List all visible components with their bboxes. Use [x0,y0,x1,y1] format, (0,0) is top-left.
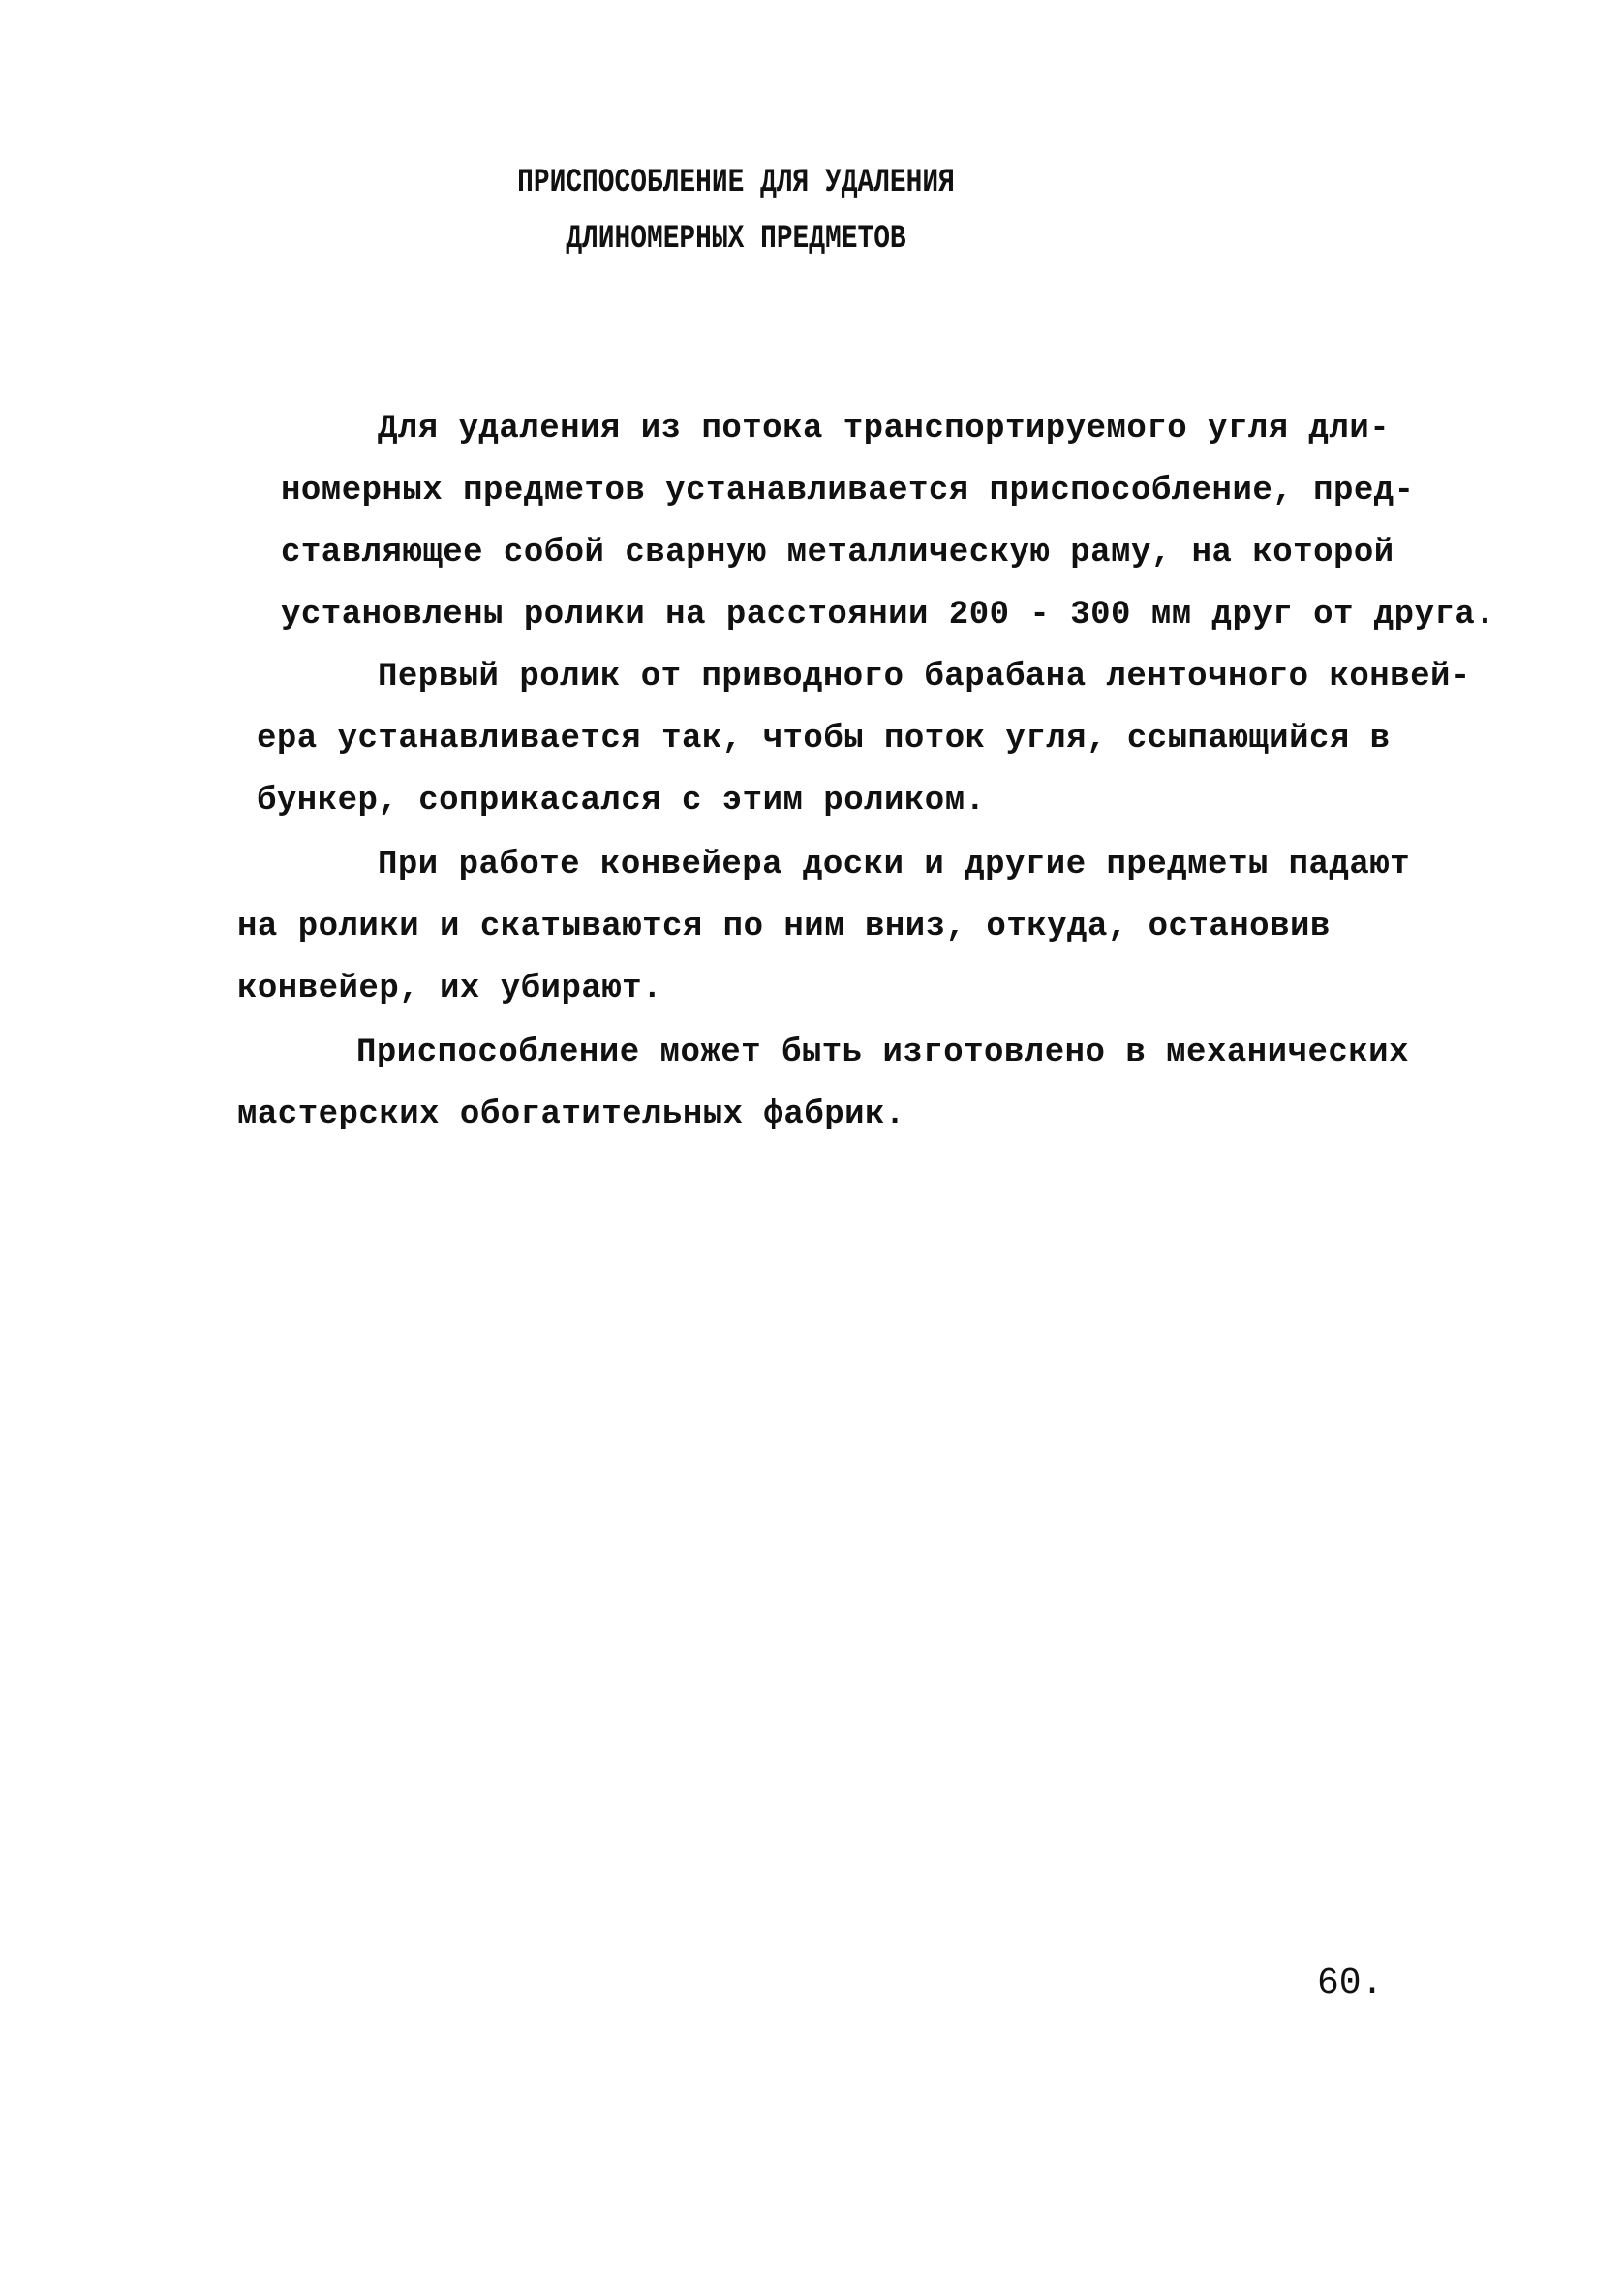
paragraph-1-line-3: ставляющее собой сварную металлическую раму, на которой [281,535,1394,572]
paragraph-2-line-1: Первый ролик от приводного барабана ленточного конвей- [378,659,1471,696]
paragraph-3-line-2: на ролики и скатываются по ним вниз, откуда, остановив [237,909,1331,945]
paragraph-1-line-4: установлены ролики на расстоянии 200 - 300 мм друг от друга. [281,597,1496,634]
paragraph-1-line-1: Для удаления из потока транспортируемого угля дли- [378,411,1391,448]
title-line-2: ДЛИНОМЕРНЫХ ПРЕДМЕТОВ [566,221,906,258]
paragraph-4-line-1: Приспособление может быть изготовлено в механических [356,1035,1409,1071]
page-number: 60. [1317,1963,1384,2004]
paragraph-2-line-2: ера устанавливается так, чтобы поток угля, ссыпающийся в [257,721,1391,758]
document-title [0,155,1472,267]
title-line-1: ПРИСПОСОБЛЕНИЕ ДЛЯ УДАЛЕНИЯ [517,165,955,201]
paragraph-3-line-1: При работе конвейера доски и другие предметы падают [378,847,1411,883]
paragraph-1-line-2: номерных предметов устанавливается приспособление, пред- [281,473,1415,510]
paragraph-2-line-3: бункер, соприкасался с этим роликом. [257,783,986,820]
paragraph-4-line-2: мастерских обогатительных фабрик. [237,1097,905,1133]
paragraph-3-line-3: конвейер, их убирают. [237,971,662,1007]
